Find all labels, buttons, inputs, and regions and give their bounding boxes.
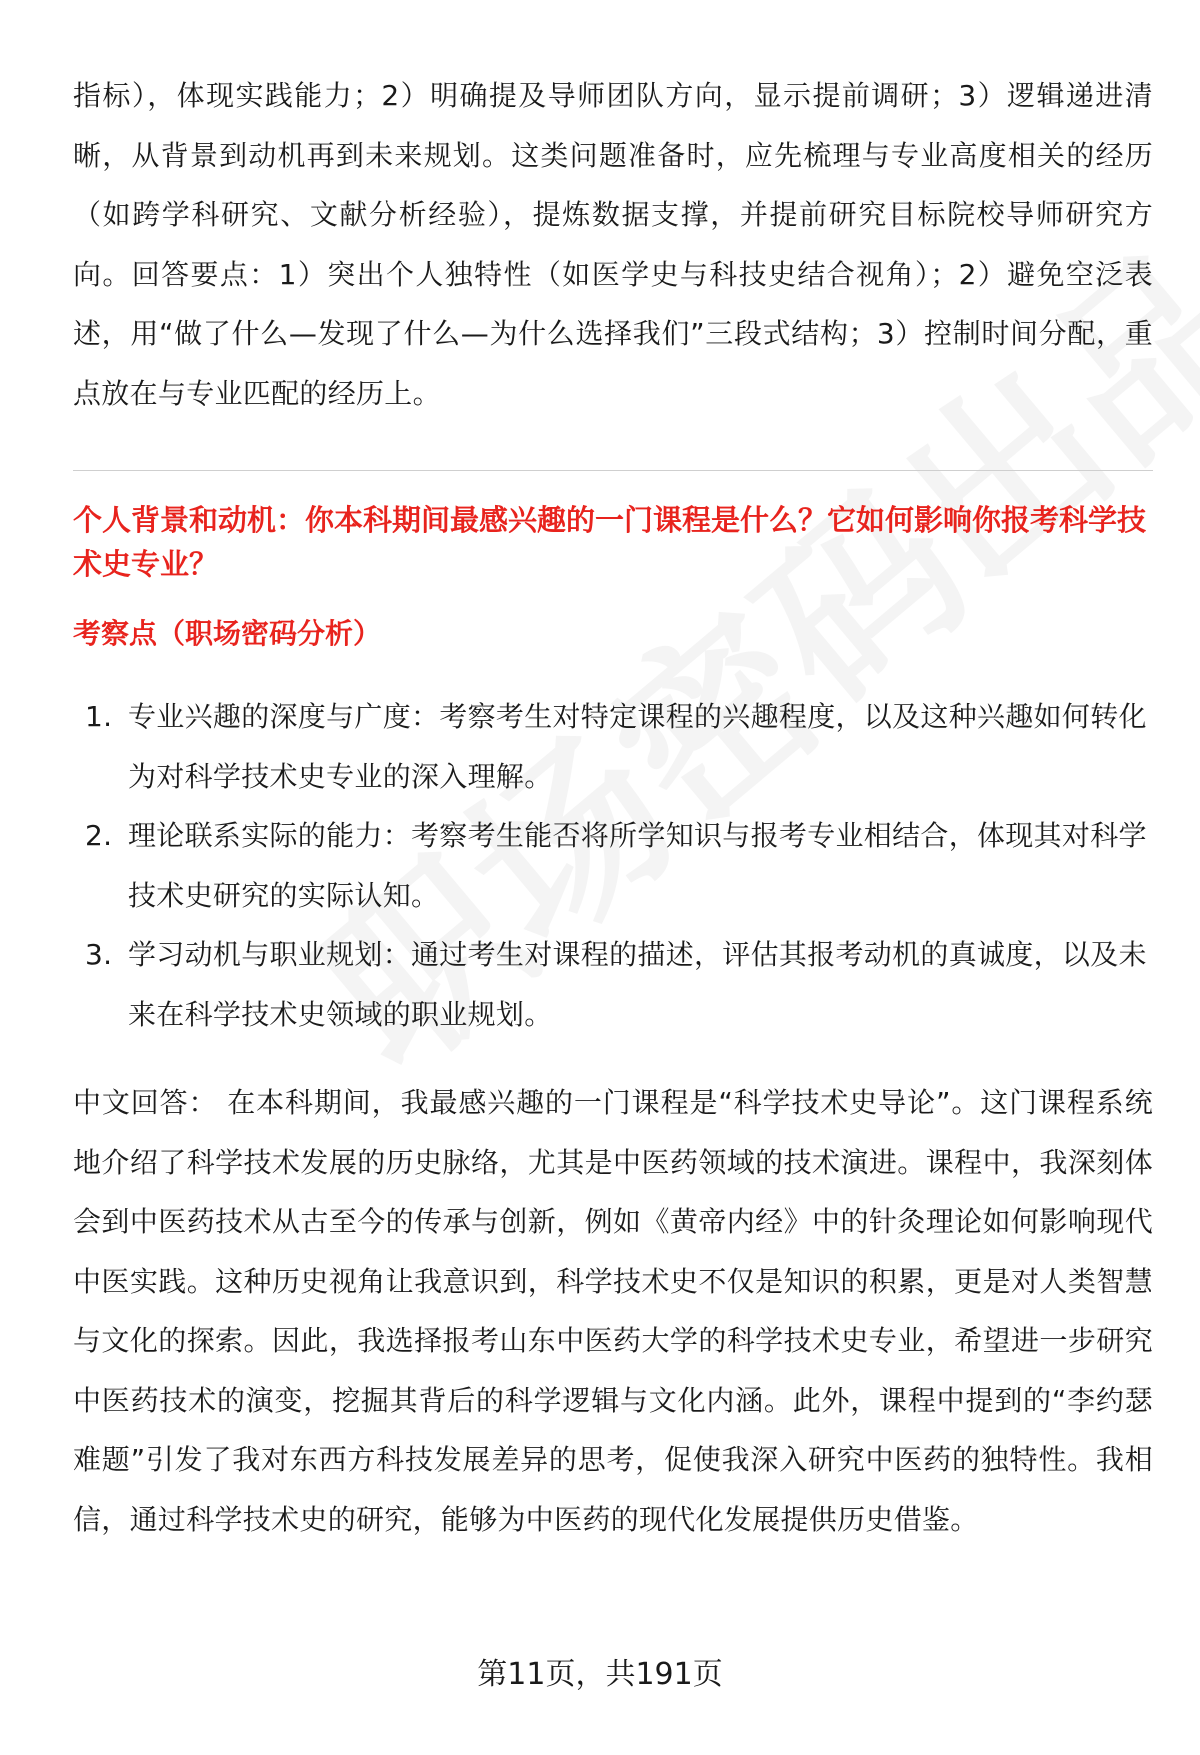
answer-paragraph: 中文回答： 在本科期间，我最感兴趣的一门课程是“科学技术史导论”。这门课程系统地介绍了科学技术发展的历史脉络，尤其是中医药领域的技术演进。课程中，我深刻体会到中医药技术从古至今的传承与创新，例如《黄帝内经》中的针灸理论如何影响现代中医实践。这种历史视角让我意识到，科学技术史不仅是知识的积累，更是对人类智慧与文化的探索。因此，我选择报考山东中医药大学的科学技术史专业，希望进一步研究中医药技术的演变，挖掘其背后的科学逻辑与文化内涵。此外，课程中提到的“李约瑟难题”引发了我对东西方科技发展差异的思考，促使我深入研究中医药的独特性。我相信，通过科学技术史的研究，能够为中医药的现代化发展提供历史借鉴。 [73, 1086, 1153, 1536]
page-number-footer: 第11页，共191页 [477, 1657, 723, 1692]
list-item [73, 806, 1153, 925]
list-item-number: 3. [85, 938, 113, 971]
list-item-number: 2. [85, 819, 113, 852]
list-item [73, 687, 1153, 806]
intro-paragraph: 指标），体现实践能力；2）明确提及导师团队方向，显示提前调研；3）逻辑递进清晰，从背景到动机再到未来规划。这类问题准备时，应先梳理与专业高度相关的经历（如跨学科研究、文献分析经验），提炼数据支撑，并提前研究目标院校导师研究方向。回答要点：1）突出个人独特性（如医学史与科技史结合视角）；2）避免空泛表述，用“做了什么—发现了什么—为什么选择我们”三段式结构；3）控制时间分配，重点放在与专业匹配的经历上。 [73, 79, 1153, 410]
section-subheading: 考察点（职场密码分析） [73, 617, 382, 650]
list-item [73, 925, 1153, 1044]
section-divider [73, 470, 1153, 471]
list-item-text: 理论联系实际的能力：考察考生能否将所学知识与报考专业相结合，体现其对科学技术史研究的实际认知。 [128, 819, 1147, 912]
list-item-text: 专业兴趣的深度与广度：考察考生对特定课程的兴趣程度，以及这种兴趣如何转化为对科学技术史专业的深入理解。 [128, 700, 1147, 793]
list-item-text: 学习动机与职业规划：通过考生对课程的描述，评估其报考动机的真诚度，以及未来在科学技术史领域的职业规划。 [128, 938, 1147, 1031]
assessment-points-list [73, 687, 1153, 1044]
question-heading: 个人背景和动机：你本科期间最感兴趣的一门课程是什么？它如何影响你报考科学技术史专业？ [73, 503, 1147, 581]
list-item-number: 1. [85, 700, 113, 733]
